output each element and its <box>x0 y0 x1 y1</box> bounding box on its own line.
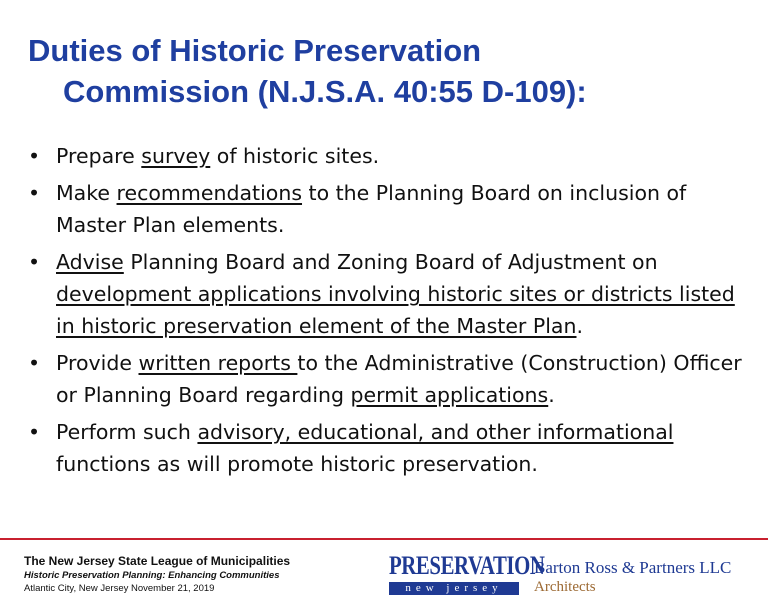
bullet-text: of historic sites. <box>210 144 380 168</box>
bullet-text: functions as will promote historic preservation. <box>56 452 538 476</box>
preservation-logo-sub: new jersey <box>405 582 503 594</box>
list-item <box>26 140 746 172</box>
footer-divider <box>0 538 768 540</box>
footer-event-info <box>24 554 290 595</box>
title-line-2: Commission (N.J.S.A. 40:55 D-109): <box>63 74 587 109</box>
bullet-text: . <box>548 383 555 407</box>
list-item <box>26 246 746 342</box>
underlined-text: advisory, educational, and other informational <box>197 420 674 444</box>
underlined-text: survey <box>141 144 211 168</box>
duties-list <box>26 140 746 485</box>
bullet-text: to the Administrative (Construction) Officer or Planning Board regarding <box>56 351 742 407</box>
list-item <box>26 177 746 241</box>
preservation-logo-word: PRESERVATION <box>389 551 545 580</box>
bullet-icon: • <box>28 250 41 274</box>
firm-type: Architects <box>534 579 596 595</box>
bullet-icon: • <box>28 144 41 168</box>
underlined-text: written reports <box>138 351 298 375</box>
footer-session-title: Historic Preservation Planning: Enhancing Communities <box>24 570 280 581</box>
title-line-1: Duties of Historic Preservation <box>28 33 482 68</box>
underlined-text: development applications involving historic sites or districts listed in historic preservation element of the Master Plan <box>56 282 735 338</box>
bullet-text: Perform such <box>56 420 198 444</box>
bullet-text: Provide <box>56 351 139 375</box>
footer-location-date: Atlantic City, New Jersey November 21, 2019 <box>24 583 215 594</box>
underlined-text: permit applications <box>350 383 549 407</box>
slide-title <box>28 30 758 112</box>
bullet-text: to the Planning Board on inclusion of Master Plan elements. <box>56 181 687 237</box>
underlined-text: Advise <box>56 250 124 274</box>
bullet-icon: • <box>28 420 41 444</box>
bullet-text: . <box>576 314 584 338</box>
footer-org-name: The New Jersey State League of Municipalities <box>24 554 291 568</box>
firm-logo <box>534 558 731 596</box>
underlined-text: recommendations <box>116 181 303 205</box>
bullet-text: Make <box>56 181 117 205</box>
bullet-icon: • <box>28 351 41 375</box>
list-item <box>26 347 746 411</box>
preservation-nj-logo <box>389 551 545 598</box>
bullet-text: Prepare <box>56 144 142 168</box>
bullet-text: Planning Board and Zoning Board of Adjustment on <box>123 250 658 274</box>
list-item <box>26 416 746 480</box>
firm-name: Barton Ross & Partners LLC <box>534 558 732 577</box>
bullet-icon: • <box>28 181 41 205</box>
